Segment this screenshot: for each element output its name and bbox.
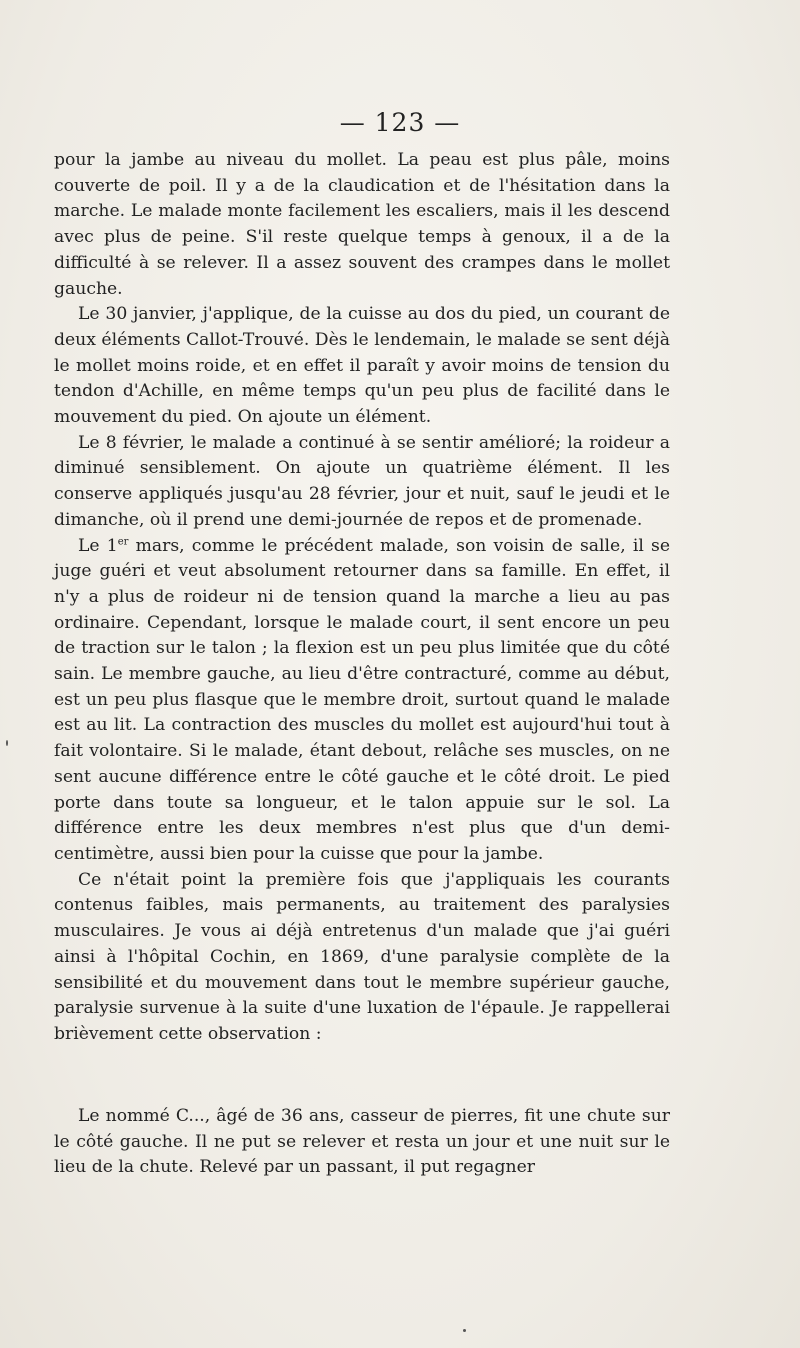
paragraph-4-body: mars, comme le précédent malade, son voisin de salle, il se juge guéri et veut absolument retourner dans sa famille. En effet, il n'y a plus de roideur ni de tension quand la marche a lieu au pas ordinaire. Cependant, lorsque le malade court, il sent encore un peu de traction sur le talon ; la flexion est un peu plus limitée que du côté sain. Le membre gauche, au lieu d'être contracturé, comme au début, est un peu plus flasque que le membre droit, surtout quand le malade est au lit. La contraction des muscles du mollet est aujourd'hui tout à fait volontaire. Si le malade, étant debout, relâche ses muscles, on ne sent aucune différence entre le côté gauche et le côté droit. Le pied porte dans toute sa longueur, et le talon appuie sur le sol. La différence entre les deux membres n'est plus que d'un demi-centimètre, aussi bien pour la cuisse que pour la jambe.	[54, 535, 671, 864]
print-speck	[6, 740, 8, 746]
paragraph-3: Le 8 février, le malade a continué à se sentir amélioré; la roideur a diminué sensiblement. On ajoute un quatrième élément. Il les conserve appliqués jusqu'au 28 février, jour et nuit, sauf le jeudi et le dimanche, où il prend une demi-journée de repos et de promenade.	[54, 432, 670, 530]
paragraph-5: Ce n'était point la première fois que j'appliquais les courants contenus faibles, mais permanents, au traitement des paralysies musculaires. Je vous ai déjà entretenus d'un malade que j'ai guéri ainsi à l'hôpital Cochin, en 1869, d'une paralysie complète de la sensibilité et du mouvement dans tout le membre supérieur gauche, paralysie survenue à la suite d'une luxation de l'épaule. Je rappellerai brièvement cette observation :	[54, 869, 670, 1044]
paragraph-4-superscript: er	[117, 535, 129, 547]
paragraph-6: Le nommé C..., âgé de 36 ans, casseur de pierres, fit une chute sur le côté gauche. Il ne put se relever et resta un jour et une nuit sur le lieu de la chute. Relevé par un passant, il put regagner	[54, 1106, 670, 1178]
paragraph-4-date: Le 1	[78, 535, 118, 556]
paragraph-2: Le 30 janvier, j'applique, de la cuisse au dos du pied, un courant de deux éléments Callot-Trouvé. Dès le lendemain, le malade se sent déjà le mollet moins roide, et en effet il paraît y avoir moins de tension du tendon d'Achille, en même temps qu'un peu plus de facilité dans le mouvement du pied. On ajoute un élément.	[54, 304, 670, 428]
body-text	[54, 148, 670, 1048]
paragraph-1: pour la jambe au niveau du mollet. La peau est plus pâle, moins couverte de poil. Il y a de la claudication et de l'hésitation dans la marche. Le malade monte facilement les escaliers, mais il les descend avec plus de peine. S'il reste quelque temps à genoux, il a de la difficulté à se relever. Il a assez souvent des crampes dans le mollet gauche.	[54, 150, 670, 299]
page-number: — 123 —	[339, 108, 461, 137]
observation-text	[54, 1104, 670, 1181]
print-speck	[463, 1329, 466, 1332]
paragraph-4	[54, 534, 670, 868]
